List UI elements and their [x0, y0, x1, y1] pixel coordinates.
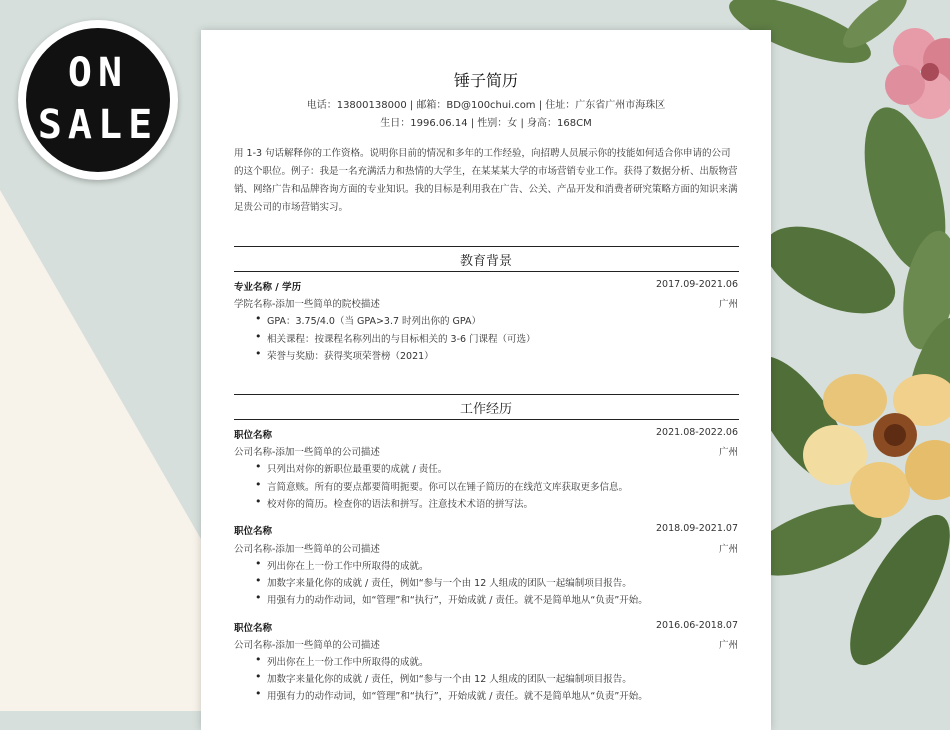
job-dates: 2016.06-2018.07: [656, 620, 738, 631]
job-position: 职位名称: [234, 430, 273, 441]
section-title-work: 工作经历: [459, 402, 512, 417]
list-item: • 列出你在上一份工作中所取得的成就。: [267, 558, 429, 572]
list-item: • 列出你在上一份工作中所取得的成就。: [267, 654, 429, 668]
resume-name: 锤子简历: [453, 71, 518, 90]
education-major: 专业名称 / 学历: [234, 282, 302, 293]
education-dates: 2017.09-2021.06: [656, 279, 738, 290]
job-city: 广州: [718, 640, 738, 651]
list-item: • 加数字来量化你的成就 / 责任，例如“参与一个由 12 人组成的团队一起编制项目报告。: [267, 575, 632, 589]
list-item: • GPA：3.75/4.0（当 GPA>3.7 时列出你的 GPA）: [267, 313, 481, 327]
resume-page: [201, 30, 771, 730]
section-rule-bottom: [234, 271, 739, 272]
list-item: • 荣誉与奖励：获得奖项荣誉榜（2021）: [267, 348, 434, 362]
list-item: • 相关课程：按课程名称列出的与目标相关的 3-6 门课程（可选）: [267, 331, 536, 345]
summary-paragraph: 用 1-3 句话解释你的工作资格。说明你目前的情况和多年的工作经验，向招聘人员展示你的技能如何适合你申请的公司的这个职位。例子：我是一名充满活力和热情的大学生，在某某某大学的市场营销专业工作。获得了数据分析、出版物营销、网络广告和品牌咨询方面的专业知识。我的目标是利用我在广告、公关、产品开发和消费者研究策略方面的知识来满足贵公司的市场营销实习。: [234, 148, 738, 213]
section-title-education: 教育背景: [459, 254, 512, 269]
pink-flower-illustration: [885, 28, 950, 119]
education-school: 学院名称-添加一些简单的院校描述: [234, 299, 380, 310]
job-city: 广州: [718, 447, 738, 458]
job-company: 公司名称-添加一些简单的公司描述: [234, 544, 380, 555]
on-sale-badge: [18, 20, 178, 180]
list-item: • 加数字来量化你的成就 / 责任，例如“参与一个由 12 人组成的团队一起编制项目报告。: [267, 671, 632, 685]
section-rule-top: [234, 246, 739, 247]
section-rule-bottom: [234, 419, 739, 420]
contact-line-2: 生日：1996.06.14 | 性别：女 | 身高：168CM: [380, 118, 592, 129]
education-city: 广州: [718, 299, 738, 310]
job-city: 广州: [718, 544, 738, 555]
badge-line-1: ON: [67, 50, 129, 96]
job-company: 公司名称-添加一些简单的公司描述: [234, 640, 380, 651]
list-item: • 用强有力的动作动词，如“管理”和“执行”，开始成就 / 责任。就不是简单地从“负责”开始。: [267, 688, 648, 702]
job-position: 职位名称: [234, 623, 273, 634]
contact-line-1: 电话：13800138000 | 邮箱：BD@100chui.com | 住址：广东省广州市海珠区: [306, 100, 666, 111]
list-item: • 校对你的简历。检查你的语法和拼写。注意技术术语的拼写法。: [267, 496, 533, 510]
yellow-flower-illustration: [803, 374, 950, 518]
badge-line-2: SALE: [37, 102, 159, 148]
job-dates: 2021.08-2022.06: [656, 427, 738, 438]
job-position: 职位名称: [234, 526, 273, 537]
list-item: • 用强有力的动作动词，如“管理”和“执行”，开始成就 / 责任。就不是简单地从“负责”开始。: [267, 592, 648, 606]
job-dates: 2018.09-2021.07: [656, 523, 738, 534]
list-item: • 言简意赅。所有的要点都要简明扼要。你可以在锤子简历的在线范文库获取更多信息。: [267, 479, 628, 493]
section-rule-top: [234, 394, 739, 395]
job-company: 公司名称-添加一些简单的公司描述: [234, 447, 380, 458]
list-item: • 只列出对你的新职位最重要的成就 / 责任。: [267, 461, 447, 475]
